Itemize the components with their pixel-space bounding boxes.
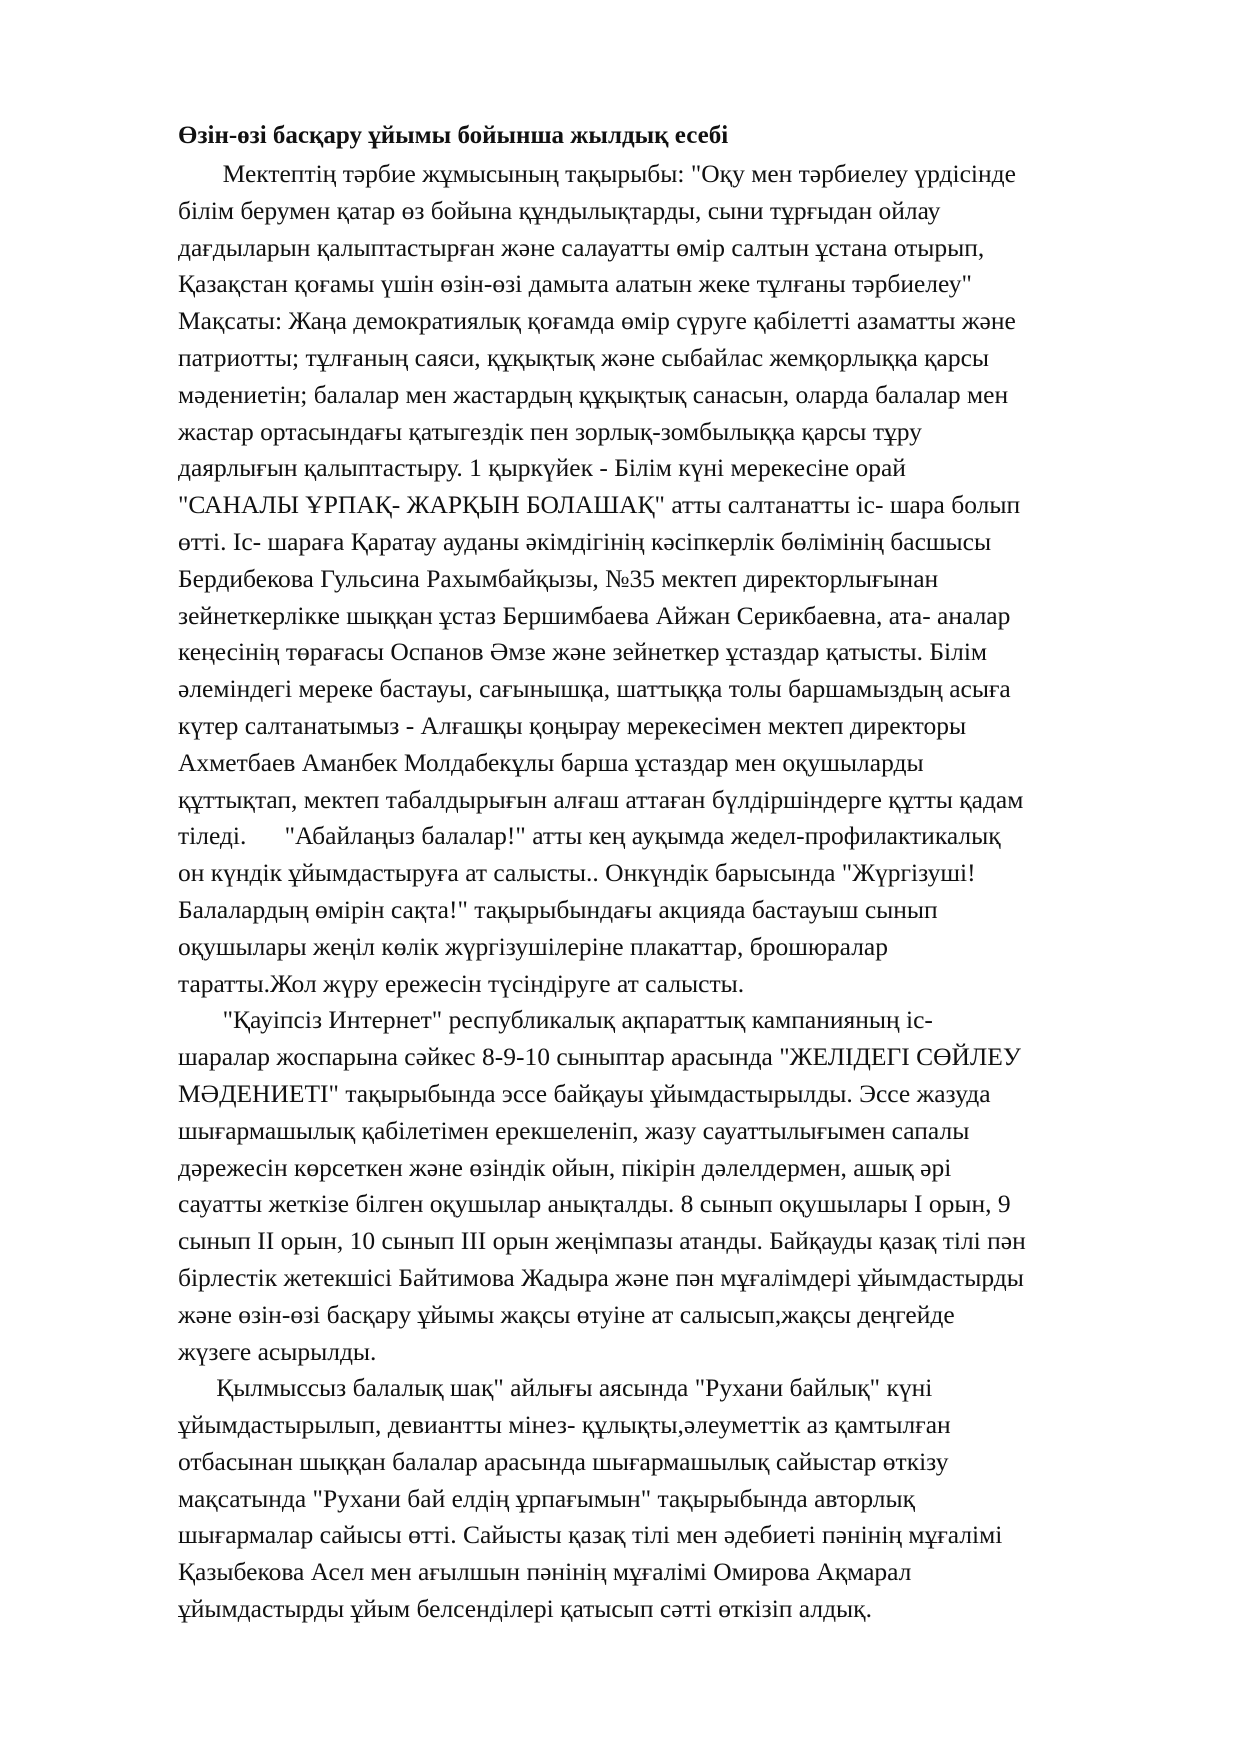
body-line: сынып II орын, 10 сынып III орын жеңімпазы атанды. Байқауды қазақ тілі пән [178,1226,1026,1256]
body-line: шығармалар сайысы өтті. Сайысты қазақ тілі мен әдебиеті пәнінің мұғалімі [178,1520,1003,1550]
body-line: Ахметбаев Аманбек Молдабекұлы барша ұстаздар мен оқушыларды [178,747,924,777]
body-line: әлеміндегі мереке бастауы, сағынышқа, шаттыққа толы баршамыздың асыға [178,674,1011,704]
body-line: патриотты; тұлғаның саяси, құқықтық және сыбайлас жемқорлыққа қарсы [178,342,990,372]
body-line: ұйымдастырылып, девиантты мінез- құлықты,әлеуметтік аз қамтылған [178,1410,951,1440]
body-line: өтті. Іс- шараға Қаратау ауданы әкімдігінің кәсіпкерлік бөлімінің басшысы [178,526,992,556]
body-line: жастар ортасындағы қатыгездік пен зорлық-зомбылыққа қарсы тұру [178,416,922,446]
body-line: оқушылары жеңіл көлік жүргізушілеріне плакаттар, брошюралар [178,931,889,961]
body-line: дағдыларын қалыптастырған және салауатты өмір салтын ұстана отырып, [178,232,985,262]
body-line: зейнеткерлікке шыққан ұстаз Бершимбаева Айжан Серикбаевна, ата- аналар [178,600,1011,630]
body-line: таратты.Жол жүру ережесін түсіндіруге ат салысты. [178,968,745,998]
document-body [178,156,1153,1628]
body-line: "САНАЛЫ ҰРПАҚ- ЖАРҚЫН БОЛАШАҚ" атты салтанатты іс- шара болып [178,490,1021,520]
body-line: дәрежесін көрсеткен және өзіндік ойын, пікірін дәлелдермен, ашық әрі [178,1152,952,1182]
body-line: Балалардың өмірін сақта!" тақырыбындағы акцияда бастауыш сынып [178,894,938,924]
body-line: тіледі. "Абайлаңыз балалар!" атты кең ауқымда жедел-профилактикалық [178,821,1001,851]
body-line: Қылмыссыз балалық шақ" айлығы аясында "Рухани байлық" күні [178,1373,933,1403]
body-line: Бердибекова Гульсина Рахымбайқызы, №35 мектеп директорлығынан [178,563,939,593]
body-line: сауатты жеткізе білген оқушылар анықталды. 8 сынып оқушылары I орын, 9 [178,1189,1011,1219]
body-line: күтер салтанатымыз - Алғашқы қоңырау мерекесімен мектеп директоры [178,710,967,740]
body-line: құттықтап, мектеп табалдырығын алғаш аттаған бүлдіршіндерге құтты қадам [178,784,1024,814]
body-line: ұйымдастырды ұйым белсенділері қатысып сәтті өткізіп алдық. [178,1594,872,1624]
body-line: шаралар жоспарына сәйкес 8-9-10 сыныптар арасында "ЖЕЛІДЕГІ СӨЙЛЕУ [178,1042,1021,1072]
body-line: және өзін-өзі басқару ұйымы жақсы өтуіне ат салысып,жақсы деңгейде [178,1299,955,1329]
body-line: Мектептің тәрбие жұмысының тақырыбы: "Оқу мен тәрбиелеу үрдісінде [178,159,1016,188]
body-line: даярлығын қалыптастыру. 1 қыркүйек - Білім күні мерекесіне орай [178,453,906,483]
document-page [178,118,1153,1628]
body-line: мақсатында "Рухани бай елдің ұрпағымын" тақырыбында авторлық [178,1483,916,1513]
document-title: Өзін-өзі басқару ұйымы бойынша жылдық есебі [178,122,729,149]
body-line: Қазыбекова Асел мен ағылшын пәнінің мұғалімі Омирова Ақмарал [178,1557,912,1587]
body-line: Қазақстан қоғамы үшін өзін-өзі дамыта алатын жеке тұлғаны тәрбиелеу" [178,269,972,299]
body-line: он күндік ұйымдастыруға ат салысты.. Онкүндік барысында "Жүргізуші! [178,858,976,888]
body-line: білім берумен қатар өз бойына құндылықтарды, сыни тұрғыдан ойлау [178,195,941,225]
body-line: шығармашылық қабілетімен ерекшеленіп, жазу сауаттылығымен сапалы [178,1115,970,1145]
body-line: МӘДЕНИЕТІ" тақырыбында эссе байқауы ұйымдастырылды. Эссе жазуда [178,1078,991,1108]
body-line: жүзеге асырылды. [178,1336,377,1366]
body-line: Мақсаты: Жаңа демократиялық қоғамда өмір сүруге қабілетті азаматты және [178,306,1016,336]
body-line: отбасынан шыққан балалар арасында шығармашылық сайыстар өткізу [178,1446,949,1476]
body-line: "Қауіпсіз Интернет" республикалық ақпараттық кампанияның іс- [178,1005,933,1035]
body-line: мәдениетін; балалар мен жастардың құқықтық санасын, оларда балалар мен [178,379,1009,409]
body-line: бірлестік жетекшісі Байтимова Жадыра және пән мұғалімдері ұйымдастырды [178,1262,1024,1292]
body-line: кеңесінің төрағасы Оспанов Әмзе және зейнеткер ұстаздар қатысты. Білім [178,637,988,667]
